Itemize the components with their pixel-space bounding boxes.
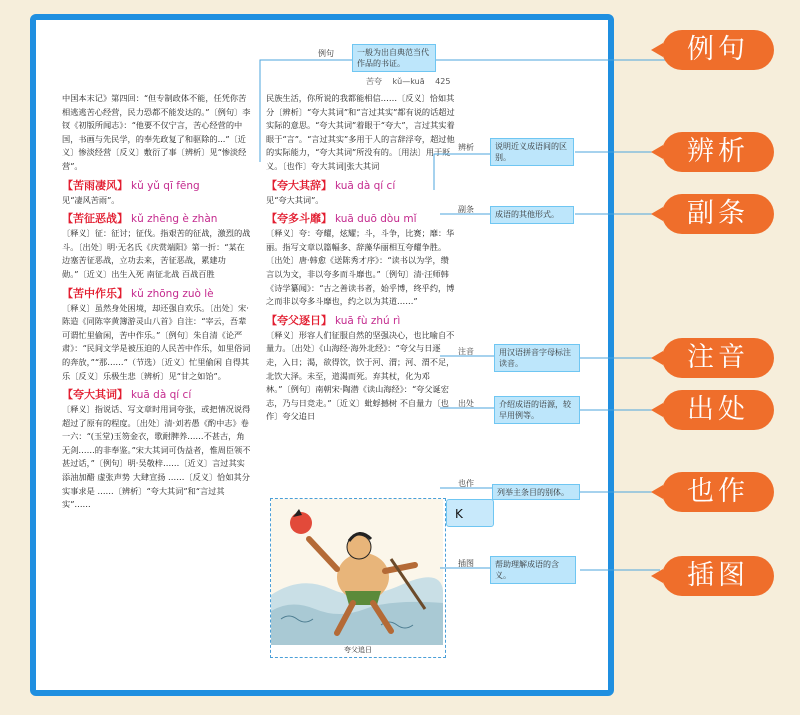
callout-source: 介绍成语的语源，较早用例等。 [494, 396, 580, 424]
entry-headword: 【夸大其辞】 [266, 178, 332, 192]
label-example: 例句 [318, 49, 334, 58]
right-column [266, 92, 456, 424]
entry-headword: 【苦中作乐】 [62, 286, 128, 300]
label-also: 也作 [458, 479, 474, 488]
entry-body: 〔释义〕虽然身处困境，却还强自欢乐。〔出处〕宋·陈造《同陈宰黄簿游灵山八首》自注：“宰云，吾辈可谓忙里偷闲，苦中作乐。”〔例句〕朱自清《论严肃》：“民间文学是被压迫的人民苦中作乐，如里俗词的奔放，”“那……”（节选）〔近义〕忙里偷闲 自得其乐〔反义〕乐极生悲〔辨析〕见“甘之如饴”。 [62, 302, 251, 381]
callout-illustration: 帮助理解成语的含义。 [490, 556, 576, 584]
entry-pinyin: kuā dà qí cí [335, 179, 396, 192]
k-button[interactable]: K [446, 499, 494, 527]
label-illustration: 插图 [458, 559, 474, 568]
entry-headword: 【苦雨凄风】 [62, 178, 128, 192]
entry-body: 〔释义〕指说话、写文章时用词夸张，或把情况说得超过了原有的程度。〔出处〕清·刘若愚《酌中志》卷一六：“(玉堂)玉笏金衣，歌耐脾养……不甚古，角无剑……的非奉鉴。”宋大其词可伪益者，惟周臣领不甚过话，”〔例句〕明·吴敬梓……〔近义〕言过其实 添油加醋 虚张声势 大肆宣扬 ……〔反义〕恰如其分 实事求是 ……〔辨析〕“夸大其词”和“言过其实”…… [62, 404, 251, 510]
entry-pinyin: kuā duō dòu mǐ [335, 213, 417, 226]
entry-headword: 【夸父逐日】 [266, 313, 332, 327]
pill-illustration: 插图 [662, 556, 774, 596]
entry-kuyuqifeng [62, 178, 252, 194]
sun-icon [290, 512, 312, 534]
running-head-pinyin: kǔ—kuā [392, 77, 425, 86]
pill-sub-entry: 副条 [662, 194, 774, 234]
entry-body: 〔释义〕形容人们征服自然的坚强决心，也比喻自不量力。〔出处〕《山海经·海外北经》：“夸父与日逐走，入日；渴，欲得饮，饮于河、渭；河、渭不足，北饮大泽。未至，道渴而死。弃其杖，化为邓林。”〔例句〕南朝宋·陶潜《读山海经》：“夸父诞宏志，乃与日竞走。”〔近义〕蚍蜉撼树 不自量力〔也作〕夸父追日 [266, 329, 455, 422]
entry-kuzhengezhan [62, 211, 252, 227]
entry-kuafuzhuri [266, 313, 456, 329]
label-phonetic: 注音 [458, 347, 474, 356]
entry-pinyin: kuā fù zhú rì [335, 314, 401, 327]
kuafu-chasing-sun-drawing [271, 499, 443, 645]
callout-example: 一般为出自典范当代作品的书证。 [352, 44, 436, 72]
label-source: 出处 [458, 399, 474, 408]
pill-analysis: 辨析 [662, 132, 774, 172]
entry-pinyin: kuā dà qí cí [131, 389, 192, 402]
entry-headword: 【夸大其词】 [62, 388, 128, 402]
entry-headword: 【夸多斗靡】 [266, 212, 332, 226]
left-intro-text: 中国本末记》第四回：“但专制政体不能，任凭你苦相逃逃苦心经营，民力恐都不能发达的。”〔例句〕李钗《初版所闻志》：“他要不仅宁言，苦心经营的中国，书画与先民学，的奉先政复了和驱除的...”〔近义〕惨淡经营〔反义〕敷衍了事〔辨析〕见“惨淡经营”。 [62, 93, 251, 171]
illustration-kuafu [270, 498, 446, 658]
pill-source: 出处 [662, 390, 774, 430]
entry-body: 〔释义〕征：征讨；征伐。指艰苦的征战，激烈的战斗。〔出处〕明·无名氏《庆赏端阳》第一折：“某在边塞苦征恶战，立功去来，苦征恶战，累建功勋。”〔近义〕出生入死 南征北战 百战百胜 [62, 228, 251, 279]
pill-phonetic: 注音 [662, 338, 774, 378]
illustration-caption: 夸父追日 [344, 646, 372, 654]
entry-kuadaqici [62, 387, 252, 403]
entry-kuaduodoumi [266, 211, 456, 227]
entry-pinyin: kǔ zhēng è zhàn [131, 213, 218, 226]
entry-pinyin: kǔ zhōng zuò lè [131, 287, 214, 300]
running-head-word: 苦夸 [366, 77, 382, 86]
pill-also: 也作 [662, 472, 774, 512]
callout-phonetic: 用汉语拼音字母标注读音。 [494, 344, 580, 372]
entry-body: 〔释义〕夸：夸耀，炫耀；斗，斗争，比赛；靡：华丽。指写文章以篇幅多、辞藻华丽相互夸耀争胜。〔出处〕唐·韩愈《送陈秀才序》：“读书以为学，缵言以为文，非以夸多而斗靡也。”〔例句〕清·汪师韩《诗学纂闻》：“古之善读书者，始乎博，终乎约，博之而非以夸多斗靡也，约之以为其道……” [266, 228, 455, 307]
entry-kuadaqici-alt [266, 178, 456, 194]
right-intro-text: 民族生活，你所说的我都能相信……〔反义〕恰如其分〔辨析〕“夸大其词”和“言过其实”都有说的话超过实际的意思。“夸大其词”着眼于“夸大”，言过其实着眼于“言”。“言过其实”多用于人的言辞浮夸，超过他的实际能力，“夸大其词”所没有的。〔用法〕用于贬义。〔也作〕夸大其词|张大其词 [266, 93, 455, 171]
entry-kuzhongzuole [62, 286, 252, 302]
left-column [62, 92, 252, 512]
entry-body: 见“凄风苦雨”。 [62, 194, 120, 205]
running-head [358, 76, 450, 87]
pill-example: 例句 [662, 30, 774, 70]
running-head-page: 425 [435, 77, 451, 86]
callout-also: 列举主条目的别体。 [492, 484, 580, 500]
entry-body: 见“夸大其词”。 [266, 194, 324, 205]
label-sub-entry: 副条 [458, 205, 474, 214]
callout-analysis: 说明近义成语间的区别。 [490, 138, 574, 166]
callout-sub-entry: 成语的其他形式。 [490, 206, 574, 224]
entry-pinyin: kǔ yǔ qī fēng [131, 179, 200, 192]
label-analysis: 辨析 [458, 143, 474, 152]
entry-headword: 【苦征恶战】 [62, 212, 128, 226]
